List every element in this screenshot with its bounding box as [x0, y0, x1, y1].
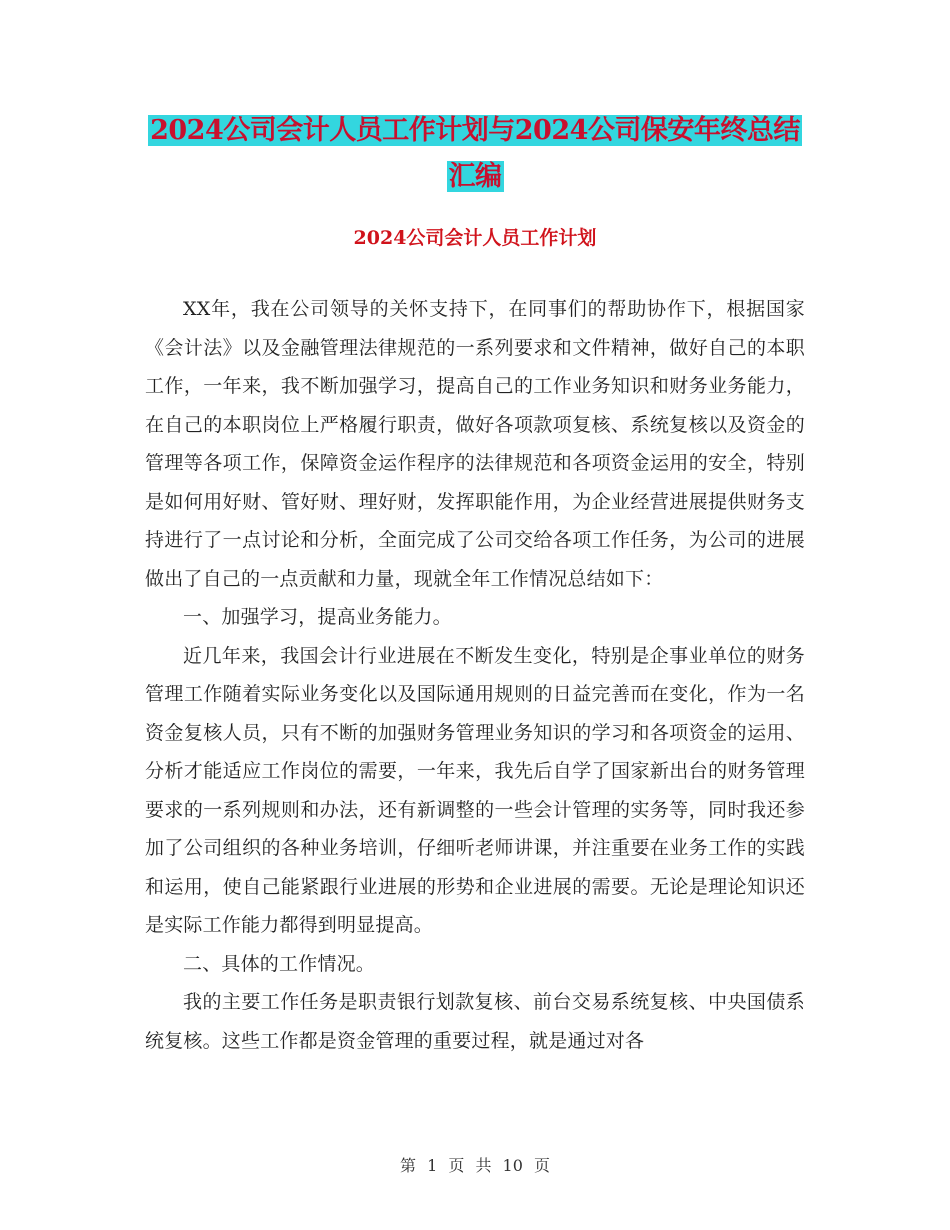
paragraph: 近几年来，我国会计行业进展在不断发生变化，特别是企事业单位的财务管理工作随着实际业务变化以及国际通用规则的日益完善而在变化，作为一名资金复核人员，只有不断的加强财务管理业务知识的学习和各项资金的运用、分析才能适应工作岗位的需要，一年来，我先后自学了国家新出台的财务管理要求的一系列规则和办法，还有新调整的一些会计管理的实务等，同时我还参加了公司组织的各种业务培训，仔细听老师讲课，并注重要在业务工作的实践和运用，使自己能紧跟行业进展的形势和企业进展的需要。无论是理论知识还是实际工作能力都得到明显提高。 [145, 644, 805, 936]
paragraph: XX年，我在公司领导的关怀支持下，在同事们的帮助协作下，根据国家《会计法》以及金融管理法律规范的一系列要求和文件精神，做好自己的本职工作，一年来，我不断加强学习，提高自己的工作业务知识和财务业务能力，在自己的本职岗位上严格履行职责，做好各项款项复核、系统复核以及资金的管理等各项工作，保障资金运作程序的法律规范和各项资金运用的安全，特别是如何用好财、管好财、理好财，发挥职能作用，为企业经营进展提供财务支持进行了一点讨论和分析，全面完成了公司交给各项工作任务，为公司的进展做出了自己的一点贡献和力量，现就全年工作情况总结如下： [145, 298, 805, 590]
document-body [145, 290, 805, 1060]
paragraph-heading: 二、具体的工作情况。 [183, 952, 376, 975]
title-line-1: 2024公司会计人员工作计划与2024公司保安年终总结 [150, 115, 800, 146]
paragraph-heading: 一、加强学习，提高业务能力。 [183, 606, 452, 628]
document-title [0, 108, 950, 200]
paragraph: 我的主要工作任务是职责银行划款复核、前台交易系统复核、中央国债系统复核。这些工作都是资金管理的重要过程，就是通过对各 [145, 991, 805, 1052]
page-footer: 第 1 页 共 10 页 [400, 1156, 550, 1175]
title-line-2: 汇编 [448, 161, 502, 192]
section-title: 2024公司会计人员工作计划 [353, 227, 597, 249]
